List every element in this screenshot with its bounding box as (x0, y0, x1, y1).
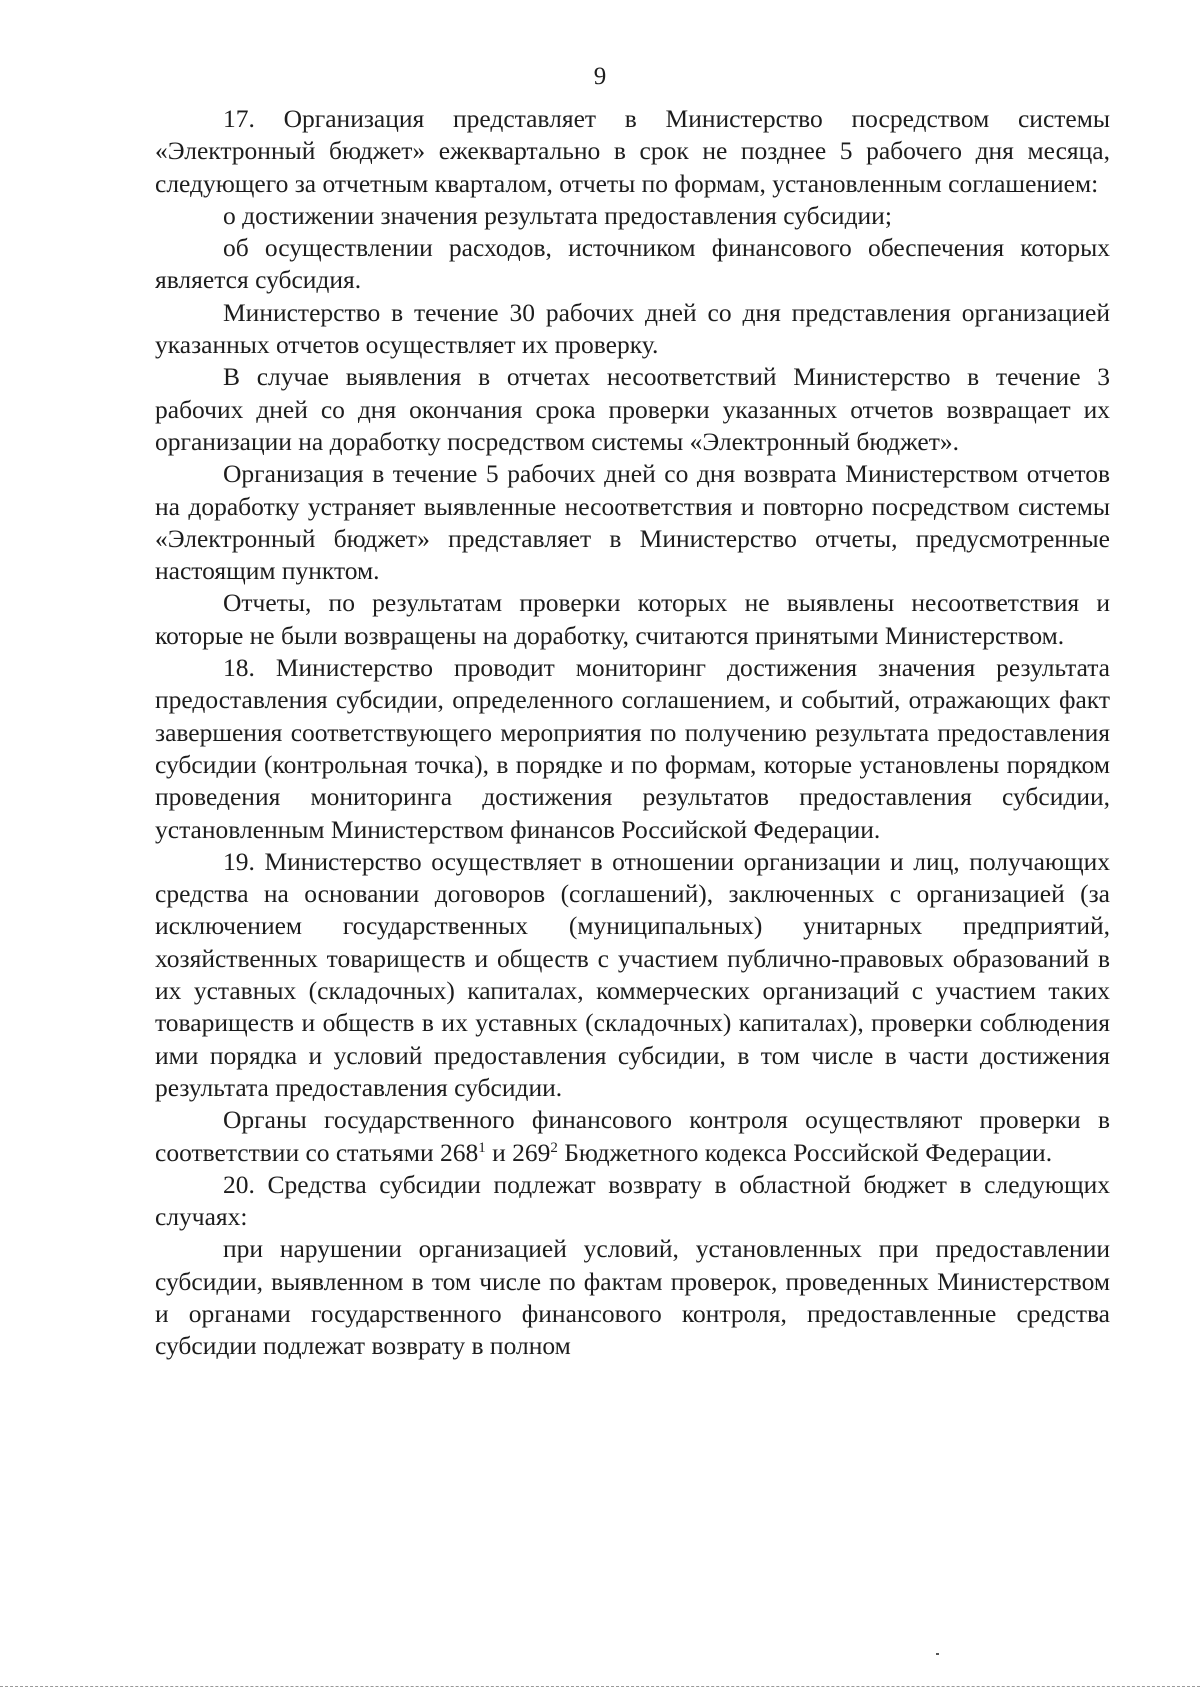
paragraph-20-return: 20. Средства субсидии подлежат возврату в областной бюджет в следующих случаях: (155, 1169, 1110, 1232)
page-bottom-edge (0, 1686, 1200, 1687)
paragraph-organization-rework: Организация в течение 5 рабочих дней со дня возврата Министерством отчетов на доработку устраняет выявленные несоответствия и повторно посредством системы «Электронный бюджет» представляет в Министерство отчеты, предусмотренные настоящим пунктом. (155, 459, 1110, 586)
control-text-part1: Органы государственного финансового контроля осуществляют проверки в соответствии со статьями 268 (155, 1105, 1110, 1167)
document-body (155, 103, 1110, 1363)
list-item-expenses: об осуществлении расходов, источником финансового обеспечения которых является субсидия. (155, 233, 1110, 295)
control-text-part3: Бюджетного кодекса Российской Федерации. (557, 1137, 1053, 1167)
control-text-part2: и 269 (485, 1137, 551, 1167)
paragraph-17-intro: 17. Организация представляет в Министерство посредством системы «Электронный бюджет» ежеквартально в срок не позднее 5 рабочего дня месяца, следующего за отчетным кварталом, отчеты по формам, установленным соглашением: (155, 104, 1110, 198)
scan-speck (936, 1653, 939, 1655)
list-item-result-achievement: о достижении значения результата предоставления субсидии; (223, 200, 892, 230)
superscript-2: 2 (550, 1139, 558, 1156)
paragraph-ministry-review: Министерство в течение 30 рабочих дней со дня представления организацией указанных отчетов осуществляет их проверку. (155, 297, 1110, 360)
paragraph-reports-accepted: Отчеты, по результатам проверки которых не выявлены несоответствия и которые не были возвращены на доработку, считаются принятыми Министерством. (155, 588, 1110, 650)
paragraph-18-monitoring: 18. Министерство проводит мониторинг достижения значения результата предоставления субсидии, определенного соглашением, и событий, отражающих факт завершения соответствующего мероприятия по получению результата предоставления субсидии (контрольная точка), в порядке и по формам, которые установлены порядком проведения мониторинга достижения результатов предоставления субсидии, установленным Министерством финансов Российской Федерации. (155, 653, 1110, 844)
paragraph-19-inspections: 19. Министерство осуществляет в отношении организации и лиц, получающих средства на основании договоров (соглашений), заключенных с организацией (за исключением государственных (муниципальных) унитарных предприятий, хозяйственных товариществ и обществ с участием публично-правовых образований в их уставных (складочных) капиталах, коммерческих организаций с участием таких товариществ и обществ в их уставных (складочных) капиталах), проверки соблюдения ими порядка и условий предоставления субсидии, в том числе в части достижения результата предоставления субсидии. (155, 846, 1110, 1102)
paragraph-violation-return: при нарушении организацией условий, установленных при предоставлении субсидии, выявленном в том числе по фактам проверок, проведенных Министерством и органами государственного финансового контроля, предоставленные средства субсидии подлежат возврату в полном (155, 1234, 1110, 1361)
paragraph-nonconformity-return: В случае выявления в отчетах несоответствий Министерство в течение 3 рабочих дней со дня окончания срока проверки указанных отчетов возвращает их организации на доработку посредством системы «Электронный бюджет». (155, 362, 1110, 456)
page-number: 9 (593, 63, 607, 90)
superscript-1: 1 (478, 1139, 486, 1156)
paragraph-financial-control (155, 1104, 1110, 1169)
